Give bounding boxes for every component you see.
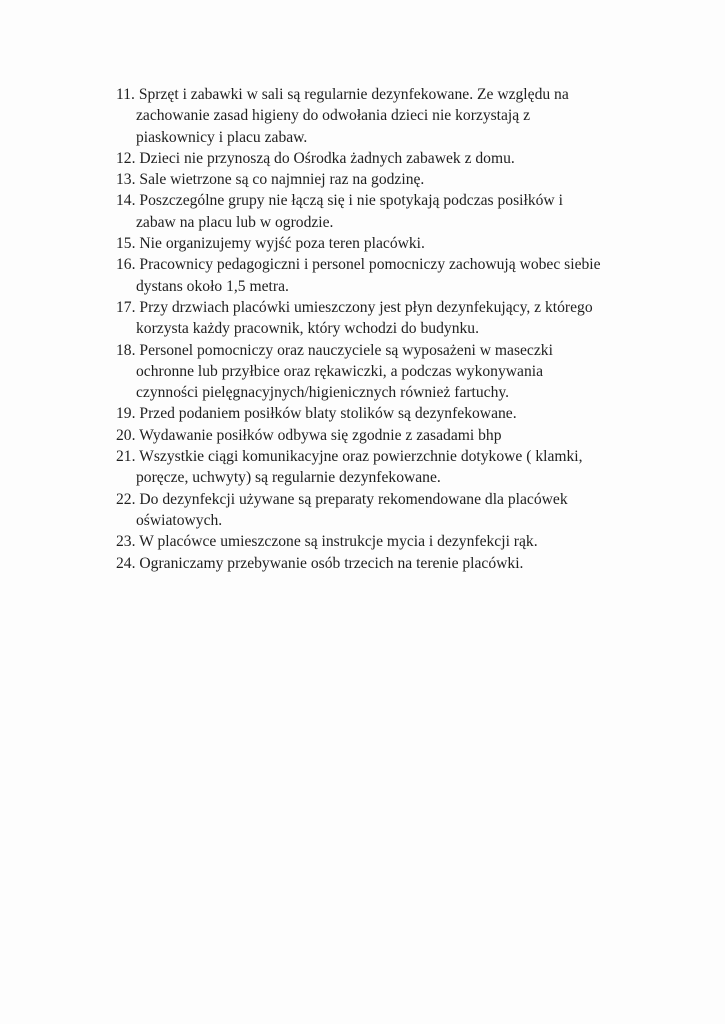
rule-line: Poszczególne grupy nie łączą się i nie spotykają podczas posiłków i (139, 192, 563, 210)
rule-item-18 (116, 340, 644, 404)
rule-number: 14. (116, 192, 136, 210)
rule-number: 17. (116, 298, 136, 316)
rule-line: ochronne lub przyłbice oraz rękawiczki, a podczas wykonywania (136, 362, 543, 380)
rule-number: 18. (116, 341, 136, 359)
rule-line: Wydawanie posiłków odbywa się zgodnie z zasadami bhp (139, 426, 502, 444)
rule-number: 20. (116, 426, 136, 444)
rule-line: oświatowych. (136, 511, 223, 529)
rule-item-15 (116, 233, 644, 254)
rule-item-24 (116, 553, 644, 574)
rule-line: zabaw na placu lub w ogrodzie. (136, 213, 334, 231)
rules-list (116, 84, 644, 574)
rule-number: 13. (116, 171, 136, 189)
rule-line: W placówce umieszczone są instrukcje mycia i dezynfekcji rąk. (139, 533, 538, 551)
rule-line: dystans około 1,5 metra. (136, 277, 289, 295)
rule-item-22 (116, 489, 644, 532)
rule-line: poręcze, uchwyty) są regularnie dezynfekowane. (136, 469, 441, 487)
rule-line: Nie organizujemy wyjść poza teren placówki. (139, 235, 425, 253)
rule-item-11 (116, 84, 644, 148)
rule-line: Dzieci nie przynoszą do Ośrodka żadnych zabawek z domu. (139, 149, 515, 167)
rule-item-17 (116, 297, 644, 340)
rule-item-23 (116, 531, 644, 552)
rule-number: 12. (116, 149, 136, 167)
rule-number: 23. (116, 533, 136, 551)
rule-line: Do dezynfekcji używane są preparaty rekomendowane dla placówek (139, 490, 568, 508)
rule-number: 19. (116, 405, 136, 423)
rule-line: Personel pomocniczy oraz nauczyciele są wyposażeni w maseczki (139, 341, 553, 359)
rule-number: 11. (116, 86, 135, 103)
rule-line: Sale wietrzone są co najmniej raz na godzinę. (139, 171, 425, 189)
rule-number: 22. (116, 490, 136, 508)
rule-line: Przed podaniem posiłków blaty stolików są dezynfekowane. (139, 405, 517, 423)
rule-line: Przy drzwiach placówki umieszczony jest płyn dezynfekujący, z którego (139, 298, 593, 316)
rule-line: korzysta każdy pracownik, który wchodzi do budynku. (136, 320, 479, 338)
rule-line: piaskownicy i placu zabaw. (136, 128, 308, 146)
rule-line: zachowanie zasad higieny do odwołania dzieci nie korzystają z (136, 107, 531, 125)
rule-item-12 (116, 148, 644, 169)
rule-item-19 (116, 403, 644, 424)
rule-item-16 (116, 254, 644, 297)
rule-line: Pracownicy pedagogiczni i personel pomocniczy zachowują wobec siebie (139, 256, 601, 274)
rule-line: Sprzęt i zabawki w sali są regularnie dezynfekowane. Ze względu na (138, 86, 569, 103)
rule-number: 15. (116, 235, 136, 253)
rule-number: 21. (116, 448, 136, 466)
rule-item-21 (116, 446, 644, 489)
rule-line: Wszystkie ciągi komunikacyjne oraz powierzchnie dotykowe ( klamki, (139, 448, 583, 466)
rule-item-13 (116, 169, 644, 190)
rule-line: Ograniczamy przebywanie osób trzecich na terenie placówki. (139, 554, 524, 572)
rule-number: 16. (116, 256, 136, 274)
rule-item-14 (116, 190, 644, 233)
rule-item-20 (116, 425, 644, 446)
rule-number: 24. (116, 554, 136, 572)
rule-line: czynności pielęgnacyjnych/higienicznych również fartuchy. (136, 384, 510, 402)
